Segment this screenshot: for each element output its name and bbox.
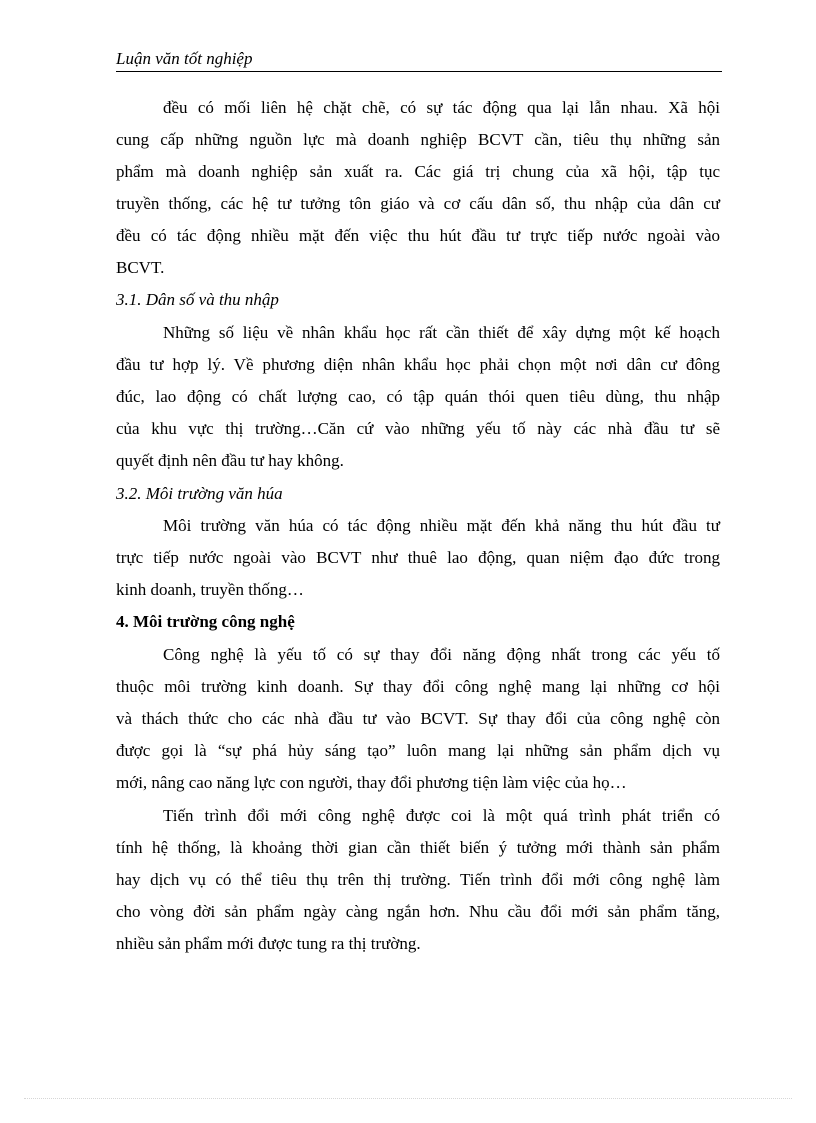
- paragraph-line: cho vòng đời sản phẩm ngày càng ngắn hơn. Nhu cầu đổi mới sản phẩm tăng,: [116, 902, 720, 921]
- paragraph-line: mới, nâng cao năng lực con người, thay đổi phương tiện làm việc của họ…: [116, 773, 627, 792]
- paragraph-line: nhiều sản phẩm mới được tung ra thị trường.: [116, 934, 421, 953]
- section-heading-4: 4. Môi trường công nghệ: [116, 612, 295, 631]
- paragraph-line: quyết định nên đầu tư hay không.: [116, 451, 344, 470]
- paragraph-line: đúc, lao động có chất lượng cao, có tập quán thói quen tiêu dùng, thu nhập: [116, 387, 720, 406]
- paragraph-line: thuộc môi trường kinh doanh. Sự thay đổi công nghệ mang lại những cơ hội: [116, 677, 720, 696]
- paragraph-line: Những số liệu về nhân khẩu học rất cần thiết để xây dựng một kế hoạch: [163, 323, 720, 342]
- paragraph-line: Tiến trình đổi mới công nghệ được coi là một quá trình phát triển có: [163, 806, 720, 825]
- paragraph-line: đều có mối liên hệ chặt chẽ, có sự tác động qua lại lẫn nhau. Xã hội: [163, 98, 720, 117]
- paragraph-line: tính hệ thống, là khoảng thời gian cần thiết biến ý tưởng mới thành sản phẩm: [116, 838, 720, 857]
- paragraph-line: cung cấp những nguồn lực mà doanh nghiệp BCVT cần, tiêu thụ những sản: [116, 130, 720, 149]
- paragraph-line: đầu tư hợp lý. Về phương diện nhân khẩu học phải chọn một nơi dân cư đông: [116, 355, 720, 374]
- paragraph-line: được gọi là “sự phá hủy sáng tạo” luôn mang lại những sản phẩm dịch vụ: [116, 741, 720, 760]
- paragraph-line: Môi trường văn húa có tác động nhiều mặt đến khả năng thu hút đầu tư: [163, 516, 720, 535]
- paragraph-line: BCVT.: [116, 258, 165, 277]
- paragraph-line: Công nghệ là yếu tố có sự thay đổi năng động nhất trong các yếu tố: [163, 645, 720, 664]
- paragraph-line: hay dịch vụ có thể tiêu thụ trên thị trường. Tiến trình đổi mới công nghệ làm: [116, 870, 720, 889]
- section-heading-3-1: 3.1. Dân số và thu nhập: [116, 290, 279, 309]
- paragraph-line: truyền thống, các hệ tư tưởng tôn giáo và cơ cấu dân số, thu nhập của dân cư: [116, 194, 720, 213]
- running-header: Luận văn tốt nghiệp: [116, 49, 253, 68]
- paragraph-line: đều có tác động nhiều mặt đến việc thu hút đầu tư trực tiếp nước ngoài vào: [116, 226, 720, 245]
- paragraph-line: của khu vực thị trường…Căn cứ vào những yếu tố này các nhà đầu tư sẽ: [116, 419, 720, 438]
- header-rule: [116, 71, 722, 72]
- paragraph-line: kinh doanh, truyền thống…: [116, 580, 304, 599]
- paragraph-line: phẩm mà doanh nghiệp sản xuất ra. Các giá trị chung của xã hội, tập tục: [116, 162, 720, 181]
- paragraph-line: và thách thức cho các nhà đầu tư vào BCVT. Sự thay đổi của công nghệ còn: [116, 709, 720, 728]
- page-bottom-border: [24, 1098, 792, 1099]
- paragraph-line: trực tiếp nước ngoài vào BCVT như thuê lao động, quan niệm đạo đức trong: [116, 548, 720, 567]
- section-heading-3-2: 3.2. Môi trường văn húa: [116, 484, 283, 503]
